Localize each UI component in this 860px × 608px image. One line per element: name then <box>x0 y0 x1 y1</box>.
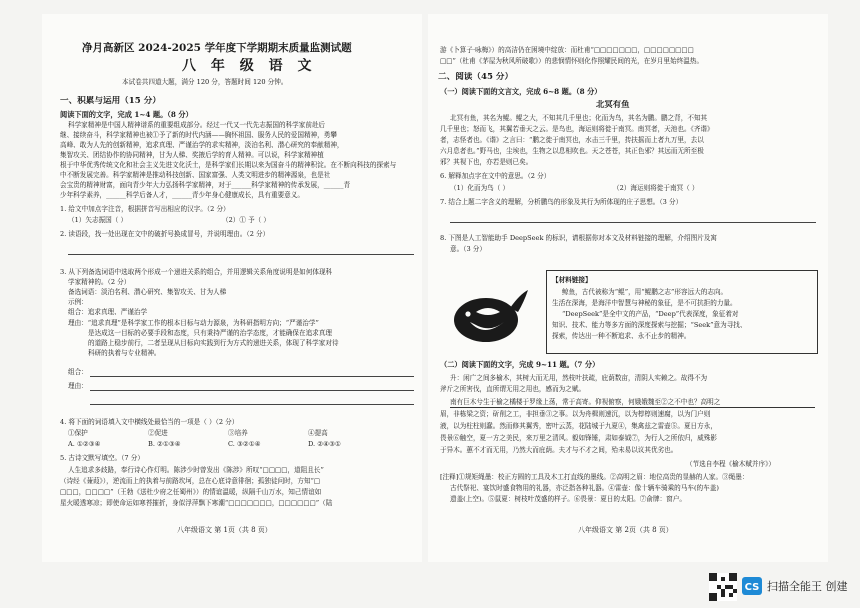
poem-line: 星火暖透寒凉；即使命运如寒苔摧折，身似浮萍飘下寒潮“□□□□□□□，□□□□□□”（陆 <box>60 499 333 507</box>
question-1a: （1）矢志振国（ ） <box>68 216 128 224</box>
page-footer: 八年级语文 第 2页（共 8 页） <box>578 526 673 534</box>
question-4-option: ②促进 <box>148 429 168 437</box>
deepseek-whale-icon <box>448 282 532 350</box>
prose-line: 升：闲广之间多榆木，其树大而无用，然枝叶扶疏，庇荫数亩，清阴人实赖之。故得不为 <box>450 374 708 382</box>
camscanner-icon <box>741 576 763 596</box>
scanner-watermark-label: 扫描全能王 创建 <box>767 580 848 593</box>
note-line: 遗盖(上空)。⑤鼠夏：树枝叶茂盛的样子。⑥畏景：夏日的太阳。⑦俞牌：窗户。 <box>450 495 686 503</box>
answer-reason-label: 理由： <box>68 382 88 390</box>
answer-line <box>90 390 414 391</box>
section-1-heading: 一、积累与运用（15 分） <box>60 96 161 106</box>
question-5: 5. 古诗文默写填空。（7 分） <box>60 454 144 462</box>
poem-line: 游《卜算子·咏梅》）的高洁仍在困境中绽放：而杜甫“□□□□□□□，□□□□□□□□ <box>440 46 694 54</box>
material-title: 【材料链接】 <box>552 276 592 284</box>
choice-b: B. ②①③④ <box>148 440 181 448</box>
passage-line: 集智攻关、团结协作的协同精神，甘为人梯、奖掖后学的育人精神。可以说，科学家精神植 <box>60 151 324 159</box>
question-3-words: 备选词语：淡泊名利、潜心研究、集智攻关、甘为人梯 <box>68 288 227 296</box>
question-8: 8. 下图是人工智能助手 DeepSeek 的标识，请根据你对本文及材料链接的理解，介绍图片及寓 <box>440 234 717 242</box>
source-citation: （节选自李程《榆木赋并序》） <box>686 460 776 468</box>
prose-line: 于异木。蕙不才而无用，乃然大而庇荫。夫才与不才之间，殆未易以议其优劣也。 <box>440 446 678 454</box>
classical-text: 六月息者也。”野马也，尘埃也，生物之以息相吹也。天之苍苍，其正色邪？其远而无所至极 <box>440 147 704 155</box>
choice-d: D. ②④③① <box>308 440 341 448</box>
prose-line: 眉，非栋梁之资；斫削之工，非担垂③之事。以为舟楫则速沉，以为椁椁则速腐，以为门户则 <box>440 410 711 418</box>
prose-line-underlined: 南有巨木兮生于榆之橘楼于罗缘上荡，常于高寄。仰视俯察，何娥娥魏至②之不中也？高明之 <box>450 398 815 408</box>
prose-line: 斧斤之所害伐，直所谓无用之用也，感而为之赋。 <box>440 385 586 393</box>
part-a-heading: （一）阅读下面的文言文，完成 6~8 题。（8 分） <box>440 87 602 96</box>
classical-text: 几千里也；怒而飞，其翼若垂天之云。是鸟也，海运则将徙于南冥。南冥者，天池也。《齐谐》 <box>440 125 714 133</box>
choice-c: C. ③②①④ <box>228 440 261 448</box>
answer-combo-label: 组合： <box>68 368 88 376</box>
classical-text: 者，志怪者也。《谐》之言曰：“鹏之徙于南冥也，水击三千里，抟扶摇而上者九万里，去以 <box>440 136 704 144</box>
passage-title: 北冥有鱼 <box>596 100 630 109</box>
example-reason: 是达成这一目标的必要手段和态度，只有秉持严谨的治学态度，才能确保在追求真理 <box>88 329 332 337</box>
exam-page-1 <box>42 14 422 562</box>
example-reason: 科研的执着与专业精神。 <box>88 349 161 357</box>
passage-line: 继、接续奋斗，科学家精神也被①予了新的时代内涵——胸怀祖国、服务人民的爱国精神，勇攀 <box>60 131 337 139</box>
question-8-cont: 意。（3 分） <box>450 245 486 253</box>
question-4-option: ④提高 <box>308 429 328 437</box>
passage-line: 会宝贵的精神财富，面向青少年大力弘扬科学家精神，对于______科学家精神的传承发展，______青 <box>60 181 351 189</box>
note-line: [注释]①规矩绳墨：校正方圆的工具及木工打直线的墨线。②高明之眉：地位高贵的显赫的人家。③绳墨： <box>440 473 749 481</box>
example-reason: 的道路上稳步前行，二者呈现从目标向实践到行为方式的递进关系，体现了科学家对待 <box>88 339 339 347</box>
poem-line: （诗经《蒹葭》），逆流而上的执着与前路坎坷，总在心底诗意徘徊；孤独徒问时，方知“□ <box>60 477 321 485</box>
passage-1-intro: 阅读下面的文字，完成 1~4 题。（8 分） <box>60 110 193 119</box>
question-1b: （2）① 予（ ） <box>222 216 270 224</box>
question-4: 4. 将下面的词语填入文中横线处最恰当的一项是（ ）（2 分） <box>60 418 239 426</box>
material-line: 探索，传达出一种不断追求、永不止步的精神。 <box>552 332 691 340</box>
page-footer: 八年级语文 第 1页（共 8 页） <box>177 526 272 534</box>
question-4-option: ①保护 <box>68 429 88 437</box>
question-6b: （2）海运则将徙于南冥（ ） <box>613 184 699 192</box>
note-line: 古代祭祀、宴饮时盛食物用的礼器，亦泛指各种礼器。④雷壶：像十辆车骑乘的马车(的车盖) <box>450 484 719 492</box>
passage-line: 高峰、敢为人先的创新精神，追求真理、严谨治学的求实精神，淡泊名利、潜心研究的奉献精神， <box>60 141 344 149</box>
passage-line: 科学家精神是中国人精神谱系的重要组成部分。经过一代又一代先志振国的科学家前赴后 <box>68 121 326 129</box>
exam-subtitle: 八 年 级 语 文 <box>182 58 317 74</box>
poem-line: 人生追求多歧路，奉行诗心作灯明。陈涉少时曾发出《陈涉》所叹“□□□□，道阻且长” <box>68 466 324 474</box>
qr-code-icon <box>709 573 737 601</box>
prose-line: 液，以为柱柱则蠢。然而修其翼秀，密叶云蒸，花陆城于九夏④，集禽兹之雷壶⑤。夏日方永， <box>440 422 717 430</box>
classical-text: 北冥有鱼，其名为鲲。鲲之大，不知其几千里也；化而为鸟，其名为鹏。鹏之背，不知其 <box>450 114 708 122</box>
answer-line <box>450 222 816 223</box>
question-4-option: ③培养 <box>228 429 248 437</box>
exam-page-2 <box>428 14 828 562</box>
material-line: “DeepSeek”是全中文的产品，“Deep”代表深度，象征着对 <box>562 310 739 318</box>
question-3: 3. 从下列备选词语中选取两个形成一个递进关系的组合，并用逻辑关系角度说明是如何体现科 <box>60 268 333 276</box>
question-3-example: 示例： <box>68 298 88 306</box>
question-1: 1. 给文中加点字注音，根据拼音写出相应的汉字。（2 分） <box>60 205 230 213</box>
example-reason: 理由：“追求真理”是科学家工作的根本目标与动力源泉，为科研指明方向；“严谨治学” <box>68 319 319 327</box>
passage-line: 中不断发展完善。科学家精神是推动科技创新、国家富强、人类文明进步的精神源泉，也是社 <box>60 171 331 179</box>
svg-text:CS: CS <box>744 582 760 593</box>
answer-line <box>90 376 414 377</box>
poem-line: □□□，□□□□”（王勃《送杜少府之任蜀州》）的情谊温暖，纵隔千山万水，知己情谊如 <box>60 488 322 496</box>
exam-info: 本试卷共四道大题，满分 120 分，答题时间 120 分钟。 <box>122 78 288 86</box>
example-combo: 组合：追求真理、严谨治学 <box>68 308 148 316</box>
answer-line <box>90 404 414 405</box>
prose-line: 畏景⑥触空，夏一方之美民，来万里之清风。毅如锋锤，肃如泰钺⑦，为行人之所依归，威殊影 <box>440 434 717 442</box>
question-3-cont: 学家精神的。（2 分） <box>68 278 131 286</box>
question-7: 7. 结合上题二字含义的理解，分析鹏鸟的形象及其行为所体现的庄子思想。（3 分） <box>440 198 683 206</box>
material-line: 鲸鱼，古代被称为“鲲”，用“鲲鹏之志”形容远大的志向。 <box>562 288 728 296</box>
material-line: 知识、技术、能力等多方面的深度探索与挖掘；“Seek”意为寻找、 <box>552 321 747 329</box>
question-6: 6. 解释加点字在文中的意思。（2 分） <box>440 172 551 180</box>
passage-line: 少年科学素养，______科学后备人才，______青少年身心健康成长，具有重要意义。 <box>60 191 304 199</box>
section-2-heading: 二、阅读（45 分） <box>438 72 514 82</box>
choice-a: A. ①②③④ <box>68 440 101 448</box>
passage-line: 根于中华优秀传统文化和社会主义先进文化沃土，是科学家们长期以来为国奋斗的精神积淀。在不断向科技的探索与 <box>60 161 397 169</box>
question-6a: （1）化而为鸟（ ） <box>450 184 510 192</box>
exam-title: 净月高新区 2024-2025 学年度下学期期末质量监测试题 <box>82 42 352 54</box>
question-2: 2. 读语段，找一处出现在文中的破折号换成冒号，并说明理由。（2 分） <box>60 230 270 238</box>
answer-line <box>68 254 414 255</box>
poem-line: □□”（杜甫《茅屋为秋风所破歌》）的悲悯情怀则化作照耀民间的光，在岁月里始终温热。 <box>440 57 704 65</box>
material-line: 生活在深海，是海洋中智慧与神秘的象征，是不可抗拒的力量。 <box>552 299 737 307</box>
classical-text: 邪？其视下也，亦若是则已矣。 <box>440 158 533 166</box>
part-b-heading: （二）阅读下面的文字，完成 9~11 题。（7 分） <box>440 360 600 369</box>
